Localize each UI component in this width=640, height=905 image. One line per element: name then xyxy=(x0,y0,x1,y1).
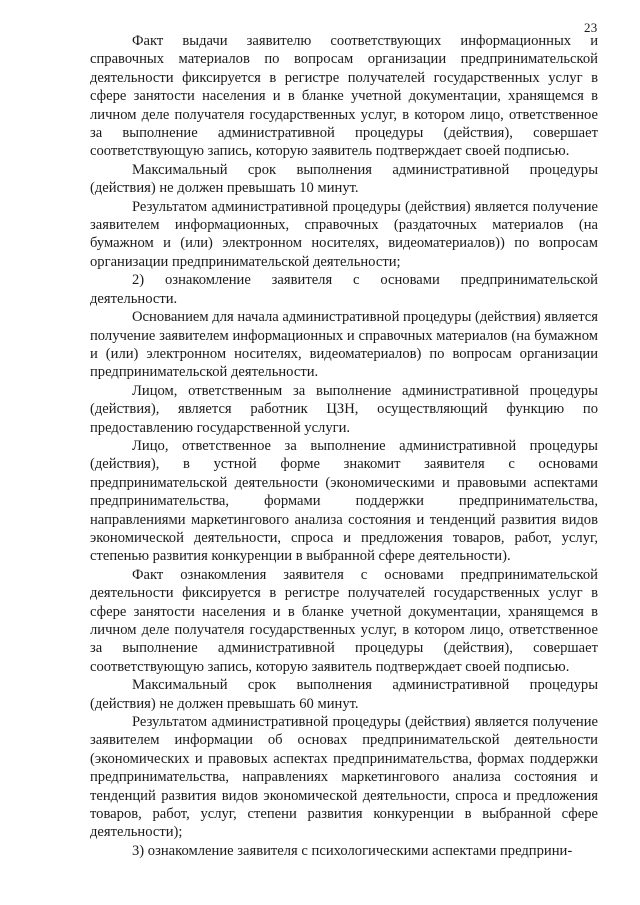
paragraph-item-3: 3) ознакомление заявителя с психологическими аспектами предприни- xyxy=(132,842,573,859)
paragraph-fact-familiarization: Факт ознакомления заявителя с основами предпринимательской деятельности фиксируется в регистре получателей государственных услуг в сфере занятости населения и в бланке учетной документации, хранящемся в личном деле получателя государственных услуг, в котором лицо, ответственное за выполнение административной процедуры (действия), совершает соответствующую запись, которую заявитель подтверждает своей подписью. xyxy=(90,566,598,675)
paragraph-fact-issuance: Факт выдачи заявителю соответствующих информационных и справочных материалов по вопросам организации предпринимательской деятельности фиксируется в регистре получателей государственных услуг в сфере занятости населения и в бланке учетной документации, хранящемся в личном деле получателя государственных услуг, в котором лицо, ответственное за выполнение административной процедуры (действия), совершает соответствующую запись, которую заявитель подтверждает своей подписью. xyxy=(90,33,598,160)
paragraph-oral-familiarization: Лицо, ответственное за выполнение административной процедуры (действия), в устной форме знакомит заявителя с основами предпринимательской деятельности (экономическими и правовыми аспектами предпринимательства, формами поддержки предпринимательства, направлениями маркетингового анализа состояния и тенденций развития видов экономической деятельности, спроса и предложения товаров, работ, услуг, степенью развития конкуренции в выбранной сфере деятельности). xyxy=(90,437,598,565)
paragraph-responsible-person: Лицом, ответственным за выполнение административной процедуры (действия), является работник ЦЗН, осуществляющий функцию по предоставлению государственной услуги. xyxy=(90,382,598,436)
paragraph-result-information: Результатом административной процедуры (действия) является получение заявителем информации об основах предпринимательской деятельности (экономических и правовых аспектах предпринимательства, формах поддержки предпринимательства, направлениях маркетингового анализа состояния и тенденций развития видов экономической деятельности, спроса и предложения товаров, работ, услуг, степени развития конкуренции в выбранной сфере деятельности); xyxy=(90,714,598,841)
paragraph-basis-start: Основанием для начала административной процедуры (действия) является получение заявителем информационных и справочных материалов (на бумажном и (или) электронном носителях, видеоматериалов) по вопросам организации предпринимательской деятельности. xyxy=(90,309,598,381)
paragraph-max-time-60: Максимальный срок выполнения административной процедуры (действия) не должен превышать 60 минут. xyxy=(90,677,598,712)
page-number: 23 xyxy=(584,20,598,35)
paragraph-result-materials: Результатом административной процедуры (действия) является получение заявителем информационных, справочных (раздаточных материалов (на бумажном и (или) электронном носителях, видеоматериалов)) по вопросам организации предпринимательской деятельности; xyxy=(90,198,598,270)
paragraph-max-time-10: Максимальный срок выполнения административной процедуры (действия) не должен превышать 10 минут. xyxy=(90,161,598,197)
document-body xyxy=(90,32,598,860)
paragraph-item-2: 2) ознакомление заявителя с основами предпринимательской деятельности. xyxy=(90,272,598,307)
